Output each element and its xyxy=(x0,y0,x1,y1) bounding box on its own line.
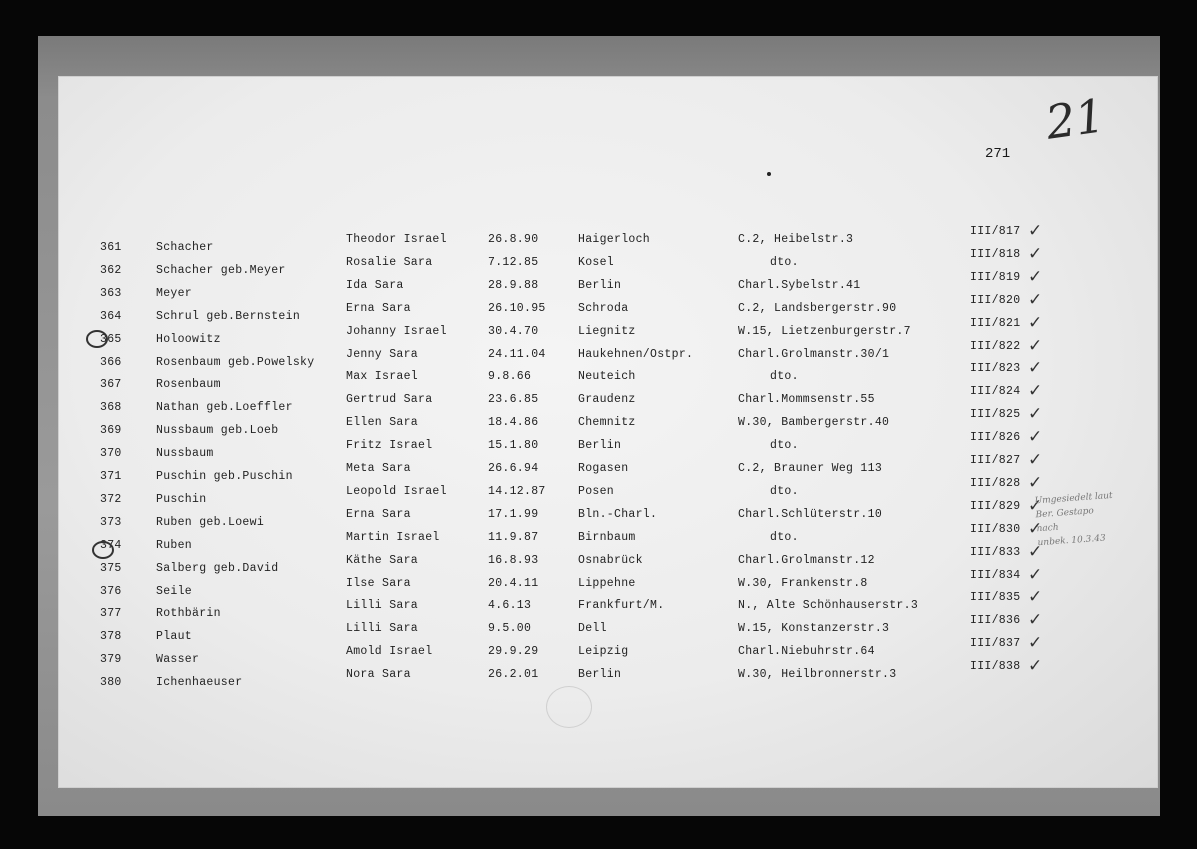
birth-place: Frankfurt/M. xyxy=(578,599,665,613)
reference-number: III/817 xyxy=(970,225,1021,238)
first-names: Ilse Sara xyxy=(346,576,411,590)
reference-number: III/838 xyxy=(970,660,1021,674)
reference-number: III/829 xyxy=(970,499,1021,513)
row-number: 366 xyxy=(100,355,122,369)
address: Charl.Sybelstr.41 xyxy=(738,278,861,292)
row-number: 362 xyxy=(100,263,122,277)
row-number: 371 xyxy=(100,470,122,483)
birth-date: 4.6.13 xyxy=(488,599,532,613)
check-mark-icon: ✓ xyxy=(1028,610,1043,631)
circle-mark-365 xyxy=(86,330,108,348)
birth-date: 24.11.04 xyxy=(488,347,546,361)
row-number: 365 xyxy=(100,332,122,346)
check-mark-icon: ✓ xyxy=(1028,243,1043,264)
first-names: Leopold Israel xyxy=(346,484,447,498)
row-number: 364 xyxy=(100,309,122,323)
address: Charl.Niebuhrstr.64 xyxy=(738,645,875,659)
address: dto. xyxy=(770,530,799,544)
birth-place: Kosel xyxy=(578,255,615,269)
birth-date: 26.10.95 xyxy=(488,301,546,315)
birth-date: 17.1.99 xyxy=(488,507,539,521)
row-number: 379 xyxy=(100,653,122,667)
first-names: Käthe Sara xyxy=(346,553,419,567)
check-mark-icon: ✓ xyxy=(1028,427,1043,448)
birth-place: Dell xyxy=(578,622,607,636)
address: C.2, Landsbergerstr.90 xyxy=(738,301,897,315)
first-names: Max Israel xyxy=(346,370,419,384)
row-number: 372 xyxy=(100,492,122,506)
check-mark-icon: ✓ xyxy=(1028,541,1043,562)
reference-number: III/836 xyxy=(970,614,1021,628)
address: W.30, Heilbronnerstr.3 xyxy=(738,668,897,682)
surname: Plaut xyxy=(156,630,193,644)
reference-number: III/822 xyxy=(970,339,1021,353)
birth-place: Berlin xyxy=(578,278,622,292)
handwritten-page-number: 21 xyxy=(1042,88,1109,150)
address: dto. xyxy=(770,439,799,453)
first-names: Theodor Israel xyxy=(346,233,447,246)
reference-number: III/834 xyxy=(970,568,1021,582)
row-number: 377 xyxy=(100,607,122,621)
birth-place: Leipzig xyxy=(578,645,629,659)
birth-date: 23.6.85 xyxy=(488,393,539,407)
annotation-line: Umgesiedelt laut xyxy=(1034,490,1113,507)
reference-number: III/828 xyxy=(970,476,1021,490)
birth-place: Posen xyxy=(578,484,615,498)
first-names: Lilli Sara xyxy=(346,599,419,613)
birth-date: 16.8.93 xyxy=(488,553,539,567)
check-mark-icon: ✓ xyxy=(1028,587,1043,608)
surname: Puschin geb.Puschin xyxy=(156,470,293,483)
birth-place: Chemnitz xyxy=(578,416,636,430)
surname: Ruben xyxy=(156,538,193,552)
surname: Salberg geb.David xyxy=(156,561,279,575)
annotation-line: unbek. 10.3.43 xyxy=(1037,533,1107,549)
first-names: Rosalie Sara xyxy=(346,255,433,269)
birth-place: Berlin xyxy=(578,439,622,453)
address: W.15, Lietzenburgerstr.7 xyxy=(738,324,911,338)
birth-place: Neuteich xyxy=(578,370,636,384)
birth-place: Lippehne xyxy=(578,576,636,590)
birth-place: Haigerloch xyxy=(578,233,651,246)
row-number: 376 xyxy=(100,584,122,598)
birth-place: Bln.-Charl. xyxy=(578,507,658,521)
first-names: Jenny Sara xyxy=(346,347,419,361)
birth-date: 26.6.94 xyxy=(488,462,539,475)
reference-number: III/821 xyxy=(970,316,1021,330)
reference-number: III/818 xyxy=(970,247,1021,261)
first-names: Johanny Israel xyxy=(346,324,447,338)
birth-date: 26.2.01 xyxy=(488,668,539,682)
birth-place: Rogasen xyxy=(578,462,629,475)
address: Charl.Grolmanstr.12 xyxy=(738,553,875,567)
address: dto. xyxy=(770,370,799,384)
row-number: 361 xyxy=(100,241,122,254)
check-mark-icon: ✓ xyxy=(1028,495,1043,516)
birth-date: 7.12.85 xyxy=(488,255,539,269)
birth-place: Birnbaum xyxy=(578,530,636,544)
row-number: 380 xyxy=(100,676,122,690)
address: Charl.Mommsenstr.55 xyxy=(738,393,875,407)
first-names: Nora Sara xyxy=(346,668,411,682)
reference-number: III/830 xyxy=(970,522,1021,536)
birth-date: 15.1.80 xyxy=(488,439,539,453)
check-mark-icon: ✓ xyxy=(1028,266,1043,287)
address: dto. xyxy=(770,484,799,498)
birth-date: 14.12.87 xyxy=(488,484,546,498)
row-number: 369 xyxy=(100,424,122,438)
check-mark-icon: ✓ xyxy=(1028,564,1043,585)
first-names: Erna Sara xyxy=(346,507,411,521)
row-number: 373 xyxy=(100,515,122,529)
birth-place: Schroda xyxy=(578,301,629,315)
surname: Ruben geb.Loewi xyxy=(156,515,265,529)
birth-date: 9.5.00 xyxy=(488,622,532,636)
reference-number: III/819 xyxy=(970,270,1021,284)
row-number: 375 xyxy=(100,561,122,575)
annotation-line: Ber. Gestapo xyxy=(1035,506,1095,521)
reference-number: III/827 xyxy=(970,454,1021,467)
check-mark-icon: ✓ xyxy=(1028,335,1043,356)
reference-number: III/820 xyxy=(970,293,1021,307)
reference-number: III/835 xyxy=(970,591,1021,605)
check-mark-icon: ✓ xyxy=(1028,633,1043,654)
circle-mark-374 xyxy=(92,541,114,559)
birth-date: 18.4.86 xyxy=(488,416,539,430)
surname: Rosenbaum xyxy=(156,378,221,392)
address: N., Alte Schönhauserstr.3 xyxy=(738,599,919,613)
stamp-circle xyxy=(546,686,592,728)
birth-date: 30.4.70 xyxy=(488,324,539,338)
row-number: 367 xyxy=(100,378,122,392)
first-names: Erna Sara xyxy=(346,301,411,315)
check-mark-icon: ✓ xyxy=(1028,518,1043,539)
surname: Nussbaum geb.Loeb xyxy=(156,424,279,438)
birth-place: Graudenz xyxy=(578,393,636,407)
check-mark-icon: ✓ xyxy=(1028,312,1043,333)
address: C.2, Brauner Weg 113 xyxy=(738,462,883,475)
check-mark-icon: ✓ xyxy=(1028,656,1043,677)
address: W.15, Konstanzerstr.3 xyxy=(738,622,890,636)
surname: Meyer xyxy=(156,286,193,300)
check-mark-icon: ✓ xyxy=(1028,381,1043,402)
reference-number: III/824 xyxy=(970,385,1021,399)
surname: Ichenhaeuser xyxy=(156,676,243,690)
reference-number: III/837 xyxy=(970,637,1021,651)
first-names: Amold Israel xyxy=(346,645,433,659)
birth-date: 28.9.88 xyxy=(488,278,539,292)
birth-date: 9.8.66 xyxy=(488,370,532,384)
address: W.30, Frankenstr.8 xyxy=(738,576,868,590)
check-mark-icon: ✓ xyxy=(1028,289,1043,310)
page-number: 271 xyxy=(985,146,1011,162)
birth-date: 20.4.11 xyxy=(488,576,539,590)
row-number: 363 xyxy=(100,286,122,300)
first-names: Ida Sara xyxy=(346,278,404,292)
row-number: 370 xyxy=(100,447,122,461)
reference-number: III/826 xyxy=(970,431,1021,445)
check-mark-icon: ✓ xyxy=(1028,358,1043,379)
surname: Holoowitz xyxy=(156,332,221,346)
ink-dot xyxy=(767,172,771,176)
surname: Nussbaum xyxy=(156,447,214,461)
birth-date: 11.9.87 xyxy=(488,530,539,544)
surname: Wasser xyxy=(156,653,200,667)
address: Charl.Grolmanstr.30/1 xyxy=(738,347,890,361)
address: W.30, Bambergerstr.40 xyxy=(738,416,890,430)
check-mark-icon: ✓ xyxy=(1028,472,1043,493)
birth-place: Liegnitz xyxy=(578,324,636,338)
annotation-line: nach xyxy=(1036,522,1059,535)
birth-place: Osnabrück xyxy=(578,553,643,567)
address: Charl.Schlüterstr.10 xyxy=(738,507,883,521)
row-number: 368 xyxy=(100,401,122,415)
surname: Seile xyxy=(156,584,193,598)
handwritten-annotation xyxy=(1034,486,1162,551)
address: dto. xyxy=(770,255,799,269)
surname: Rosenbaum geb.Powelsky xyxy=(156,355,315,369)
first-names: Ellen Sara xyxy=(346,416,419,430)
address: C.2, Heibelstr.3 xyxy=(738,233,854,246)
reference-number: III/825 xyxy=(970,408,1021,422)
check-mark-icon: ✓ xyxy=(1028,404,1043,425)
check-mark-icon: ✓ xyxy=(1028,221,1043,241)
surname: Schrul geb.Bernstein xyxy=(156,309,301,323)
check-mark-icon: ✓ xyxy=(1028,450,1043,470)
birth-place: Haukehnen/Ostpr. xyxy=(578,347,694,361)
first-names: Lilli Sara xyxy=(346,622,419,636)
birth-date: 29.9.29 xyxy=(488,645,539,659)
birth-place: Berlin xyxy=(578,668,622,682)
surname: Schacher geb.Meyer xyxy=(156,263,286,277)
first-names: Meta Sara xyxy=(346,462,411,475)
first-names: Martin Israel xyxy=(346,530,440,544)
row-number: 378 xyxy=(100,630,122,644)
surname: Schacher xyxy=(156,241,214,254)
surname: Rothbärin xyxy=(156,607,221,621)
reference-number: III/823 xyxy=(970,362,1021,376)
birth-date: 26.8.90 xyxy=(488,233,539,246)
first-names: Fritz Israel xyxy=(346,439,433,453)
row-number: 374 xyxy=(100,538,122,552)
first-names: Gertrud Sara xyxy=(346,393,433,407)
surname: Nathan geb.Loeffler xyxy=(156,401,293,415)
reference-number: III/833 xyxy=(970,545,1021,559)
surname: Puschin xyxy=(156,492,207,506)
